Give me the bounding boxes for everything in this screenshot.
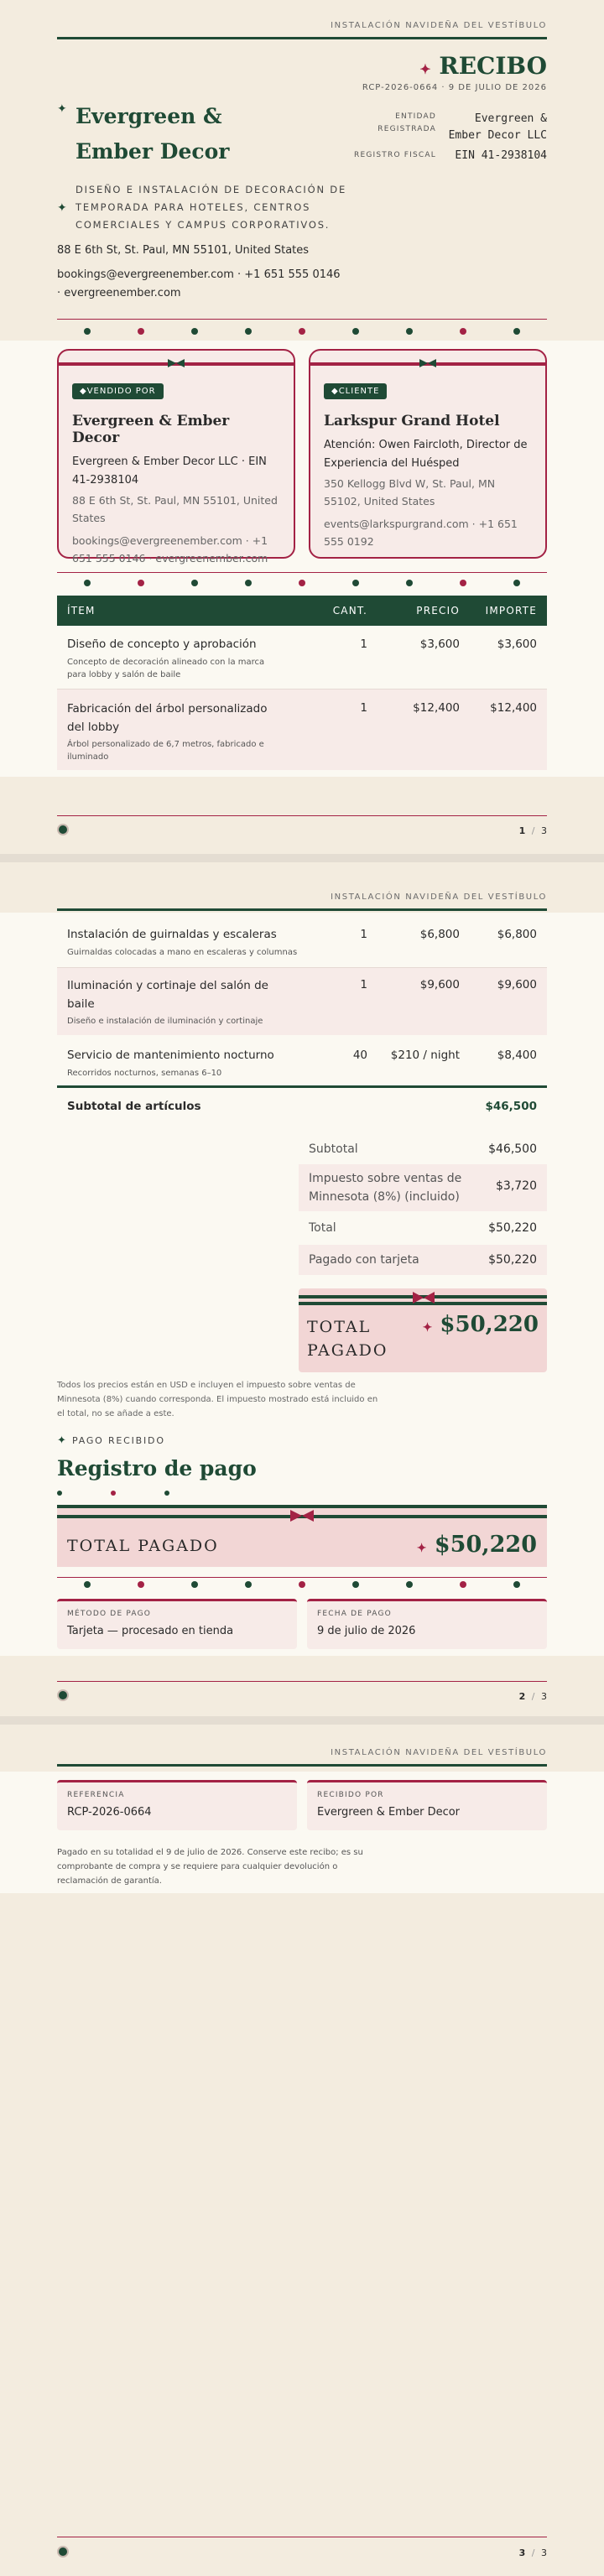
totals-subtotal [299,1132,547,1164]
header-rule [57,1764,547,1767]
col-price: PRECIO [416,605,460,617]
ornament [138,580,144,586]
ornament [245,580,252,586]
row-amount: $12,400 [490,701,537,715]
page-eyebrow: INSTALACIÓN NAVIDEÑA DEL VESTÍBULO [331,892,547,902]
ornament [57,1491,62,1496]
ornament-dots [57,577,547,589]
company-address: 88 E 6th St, St. Paul, MN 55101, United States [57,244,310,257]
row-price: $3,600 [419,637,460,651]
company-block [57,99,359,303]
row-desc: Árbol personalizado de 6,7 metros, fabricado e iluminado [67,740,264,762]
page-sep: / [531,825,535,836]
row-qty: 1 [360,701,367,715]
ornament [299,328,305,335]
reference-value: RCP-2026-0664 [67,1806,152,1819]
payment-eyebrow-text: PAGO RECIBIDO [72,1435,165,1446]
received-by-value: Evergreen & Ember Decor [317,1806,461,1819]
divider [57,319,547,320]
client-address: 350 Kellogg Blvd W, St. Paul, MN 55102, United States [324,477,496,507]
page-1-footer [0,777,604,854]
ornament [460,328,466,335]
row-amount: $6,800 [497,928,537,941]
star-icon: ✦ [57,102,67,116]
payment-method-value: Tarjeta — procesado en tienda [67,1625,234,1637]
row-amount: $3,600 [497,637,537,651]
table-row [57,626,547,690]
page-3-header-band [0,1725,604,1772]
ornament [406,580,413,586]
doc-block [362,52,547,92]
subtotal-label: Subtotal [309,1142,358,1156]
ornament [406,1581,413,1588]
ornament [138,328,144,335]
page-number [57,1691,547,1702]
entity-value: Evergreen & Ember Decor LLC [448,112,547,142]
payment-total-value [417,1532,537,1558]
ornament [191,580,198,586]
row-title: Servicio de mantenimiento nocturno [67,1049,274,1062]
ornament [352,328,359,335]
reference-label: REFERENCIA [67,1791,125,1799]
seller-badge: ◆VENDIDO POR [72,383,164,399]
company-tagline: DISEÑO E INSTALACIÓN DE DECORACIÓN DE TEMPORADA PARA HOTELES, CENTROS COMERCIALES Y CAMPUS CORPORATIVOS. [76,184,347,231]
page-number [57,825,547,836]
received-by-card [307,1780,547,1830]
page-eyebrow: INSTALACIÓN NAVIDEÑA DEL VESTÍBULO [331,21,547,30]
page-total: 3 [541,2547,547,2558]
bow-icon [419,359,436,367]
page-3-body [0,1772,604,1893]
divider [57,1577,547,1578]
row-desc: Concepto de decoración alineado con la marca para lobby y salón de baile [67,658,265,679]
grand-total-box [299,1288,547,1372]
table-row [57,1035,547,1085]
items-subtotal-label: Subtotal de artículos [67,1100,201,1113]
page-1-header-band [0,0,604,341]
ornament [352,1581,359,1588]
star-icon: ✦ [57,1434,68,1447]
seller-card [57,349,295,565]
sparkle-icon: ✦ [422,1321,433,1335]
total-value: $50,220 [488,1221,537,1235]
doc-title [362,52,547,80]
paid-value: $50,220 [488,1253,537,1267]
bow-icon [413,1292,435,1304]
ornament [406,328,413,335]
total-label: Total [309,1221,336,1235]
ornament [84,328,91,335]
client-attn: Atención: Owen Faircloth, Director de Experiencia del Huésped [324,439,528,470]
page-sep: / [531,1691,535,1702]
ornament-dots [57,325,547,337]
ornament [191,328,198,335]
payment-date-label: FECHA DE PAGO [317,1610,392,1618]
received-by-label: RECIBIDO POR [317,1791,384,1799]
seller-name: Evergreen & Ember Decor [72,413,230,446]
client-name: Larkspur Grand Hotel [324,413,500,429]
doc-title-text: RECIBO [439,52,547,80]
row-desc: Recorridos nocturnos, semanas 6–10 [67,1069,222,1078]
row-desc: Diseño e instalación de iluminación y cortinaje [67,1017,263,1026]
page-total: 3 [541,1691,547,1702]
payment-date-value: 9 de julio de 2026 [317,1625,416,1637]
ornament [299,580,305,586]
divider [57,572,547,573]
page-gap [0,1716,604,1725]
doc-ref: RCP-2026-0664 · 9 DE JULIO DE 2026 [362,83,547,92]
tax-label: Impuesto sobre ventas de Minnesota (8%) (incluido) [309,1172,462,1204]
payment-method-label: MÉTODO DE PAGO [67,1610,152,1618]
client-badge: ◆CLIENTE [324,383,387,399]
grand-label: TOTAL PAGADO [307,1318,388,1360]
page-2-footer [0,1656,604,1716]
row-qty: 1 [360,978,367,991]
col-amount: IMPORTE [485,605,537,617]
table-header [57,596,547,626]
seller-contact: bookings@evergreenember.com · +1 651 555 0146 · evergreenember.com [72,534,268,565]
ornament [84,1581,91,1588]
page-2-header-band [0,862,604,913]
company-name: Evergreen & Ember Decor [76,104,230,164]
row-title: Iluminación y cortinaje del salón de baile [67,979,268,1011]
tax-value: EIN 41-2938104 [455,149,547,162]
table-row [57,968,547,1035]
ornament-dots [57,1579,547,1590]
totals-total [299,1211,547,1243]
company-contact: bookings@evergreenember.com · +1 651 555 0146 · evergreenember.com [57,268,341,299]
totals-paid [299,1245,547,1275]
col-qty: CANT. [332,605,367,617]
grand-value [423,1312,539,1337]
col-item: ÍTEM [67,605,96,617]
ornament [111,1491,116,1496]
row-price: $9,600 [419,978,460,991]
row-title: Instalación de guirnaldas y escaleras [67,928,277,941]
row-price: $6,800 [419,928,460,941]
subtotal-value: $46,500 [488,1142,537,1156]
ornament [164,1491,169,1496]
payment-method-card [57,1599,297,1649]
seller-legal: Evergreen & Ember Decor LLC · EIN 41-2938104 [72,455,267,487]
page-1-body [0,341,604,777]
payment-total-box [57,1505,547,1567]
row-qty: 1 [360,928,367,941]
page-total: 3 [541,825,547,836]
client-badge-text: CLIENTE [338,387,380,396]
closing-note: Pagado en su totalidad el 9 de julio de 2026. Conserve este recibo; es su comprobante de compra y se requiere para cualquier devolución o reclamación de garantía. [57,1848,363,1886]
ornament [513,1581,520,1588]
ornament [352,580,359,586]
star-icon: ✦ [57,201,67,215]
row-price: $12,400 [413,701,460,715]
row-desc: Guirnaldas colocadas a mano en escaleras y columnas [67,948,298,957]
table-row [57,913,547,968]
sparkle-icon: ✦ [419,61,431,77]
ornament [245,1581,252,1588]
page-3-blank [0,1893,604,2576]
page-2-body [0,913,604,1656]
ornament [460,1581,466,1588]
ornament-dots [57,1488,174,1500]
row-title: Diseño de concepto y aprobación [67,637,257,651]
ornament [84,580,91,586]
page-current: 2 [518,1691,526,1702]
row-price: $210 / night [390,1049,460,1062]
totals-tax [299,1164,547,1211]
payment-total-value-text: $50,220 [434,1532,537,1558]
row-amount: $8,400 [497,1049,537,1062]
row-title: Fabricación del árbol personalizado del lobby [67,702,268,734]
ornament [191,1581,198,1588]
page-current: 3 [518,2547,526,2558]
payment-eyebrow [57,1434,165,1447]
row-qty: 40 [352,1049,367,1062]
ornament [513,328,520,335]
page-number [57,2547,547,2558]
client-contact: events@larkspurgrand.com · +1 651 555 0192 [324,518,518,548]
entity-label: ENTIDAD REGISTRADA [378,112,436,133]
payment-total-label: TOTAL PAGADO [67,1537,219,1555]
divider [57,1681,547,1682]
page-eyebrow: INSTALACIÓN NAVIDEÑA DEL VESTÍBULO [331,1748,547,1757]
seller-address: 88 E 6th St, St. Paul, MN 55101, United States [72,494,278,524]
payment-date-card [307,1599,547,1649]
items-subtotal-value: $46,500 [485,1100,537,1113]
page-gap [0,854,604,862]
page-current: 1 [518,825,526,836]
bow-icon [168,359,185,367]
ornament [460,580,466,586]
row-amount: $9,600 [497,978,537,991]
divider [57,815,547,816]
tax-note: Todos los precios están en USD e incluyen el impuesto sobre ventas de Minnesota (8%) cuando corresponda. El impuesto mostrado está incluido en el total, no se añade a este. [57,1381,378,1418]
ornament [138,1581,144,1588]
items-subtotal-row [57,1088,547,1121]
client-card [309,349,547,559]
reference-card [57,1780,297,1830]
sparkle-icon: ✦ [416,1542,427,1555]
page-sep: / [531,2547,535,2558]
paid-label: Pagado con tarjeta [309,1253,419,1267]
header-rule [57,908,547,911]
tax-label: REGISTRO FISCAL [354,151,436,159]
seller-badge-text: VENDIDO POR [86,387,156,396]
payment-title: Registro de pago [57,1456,257,1481]
ornament [299,1581,305,1588]
ornament [245,328,252,335]
row-qty: 1 [360,637,367,651]
bow-icon [290,1510,314,1522]
tax-value: $3,720 [496,1179,537,1193]
table-row [57,690,547,770]
header-rule [57,37,547,39]
grand-value-text: $50,220 [440,1312,539,1337]
ornament [513,580,520,586]
